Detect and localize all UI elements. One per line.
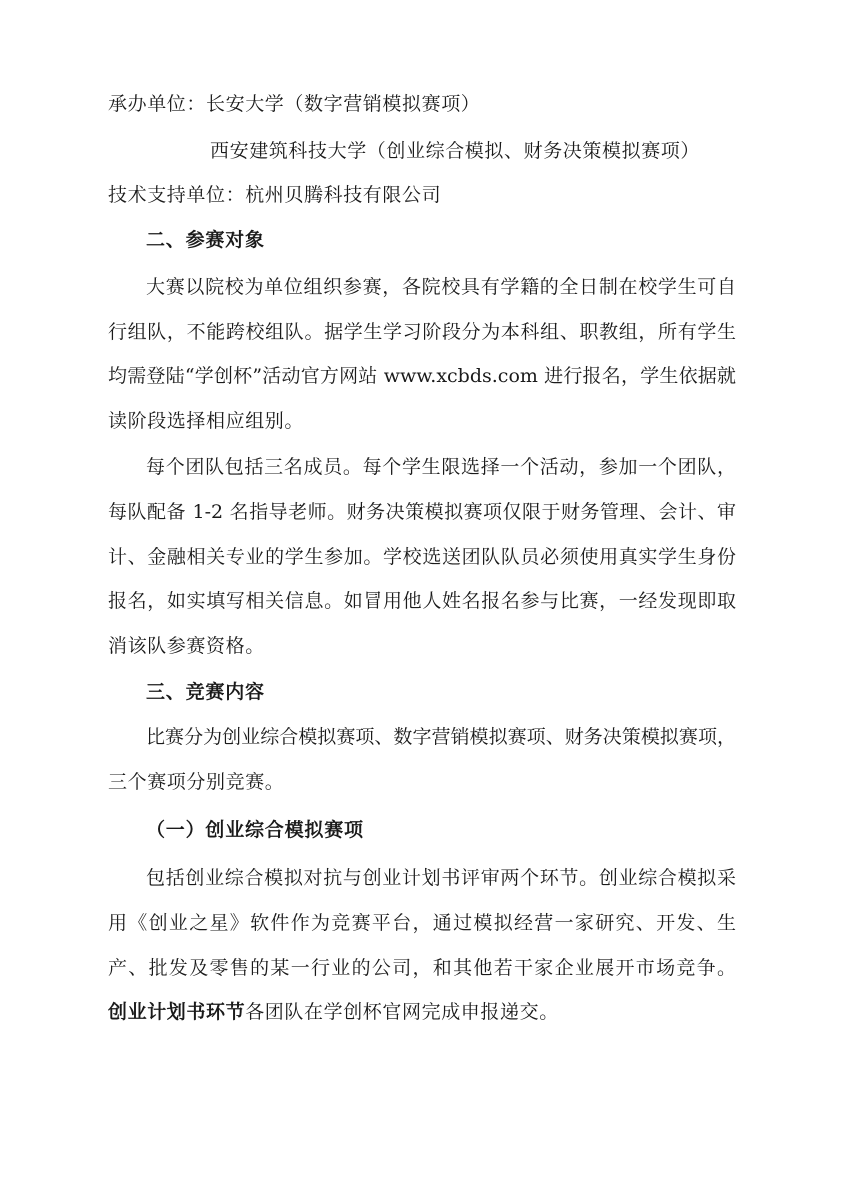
paragraph-line: 计、金融相关专业的学生参加。学校选送团队队员必须使用真实学生身份 <box>108 546 736 568</box>
emphasis-text: 创业计划书环节 <box>108 1001 246 1023</box>
paragraph-line: 产、批发及零售的某一行业的公司，和其他若干家企业展开市场竞争。 <box>108 957 736 979</box>
paragraph-line: 大赛以院校为单位组织参赛，各院校具有学籍的全日制在校学生可自 <box>146 276 736 298</box>
paragraph-line: 均需登陆“学创杯”活动官方网站 www.xcbds.com 进行报名，学生依据就 <box>108 365 736 387</box>
host-unit-line-2: 西安建筑科技大学（创业综合模拟、财务决策模拟赛项） <box>210 140 701 162</box>
paragraph-line: 读阶段选择相应组别。 <box>108 410 305 432</box>
subsection-heading-startup: （一）创业综合模拟赛项 <box>146 819 364 841</box>
paragraph-line: 三个赛项分别竞赛。 <box>108 771 285 793</box>
tech-support-line: 技术支持单位：杭州贝腾科技有限公司 <box>108 184 442 206</box>
paragraph-line: 每队配备 1-2 名指导老师。财务决策模拟赛项仅限于财务管理、会计、审 <box>108 501 736 523</box>
section-heading-participants: 二、参赛对象 <box>146 229 265 251</box>
paragraph-line: 消该队参赛资格。 <box>108 635 265 657</box>
paragraph-line: 用《创业之星》软件作为竞赛平台，通过模拟经营一家研究、开发、生 <box>108 912 736 934</box>
paragraph-line: 比赛分为创业综合模拟赛项、数字营销模拟赛项、财务决策模拟赛项， <box>146 726 736 748</box>
section-heading-content: 三、竞赛内容 <box>146 681 265 703</box>
paragraph-line: 行组队，不能跨校组队。据学生学习阶段分为本科组、职教组，所有学生 <box>108 321 736 343</box>
host-unit-line: 承办单位：长安大学（数字营销模拟赛项） <box>108 93 481 115</box>
paragraph-text: 各团队在学创杯官网完成申报递交。 <box>245 1001 559 1023</box>
paragraph-line-mixed <box>108 1000 559 1024</box>
paragraph-line: 每个团队包括三名成员。每个学生限选择一个活动，参加一个团队， <box>146 456 736 478</box>
paragraph-line: 报名，如实填写相关信息。如冒用他人姓名报名参与比赛，一经发现即取 <box>108 590 736 612</box>
paragraph-line: 包括创业综合模拟对抗与创业计划书评审两个环节。创业综合模拟采 <box>146 867 736 889</box>
